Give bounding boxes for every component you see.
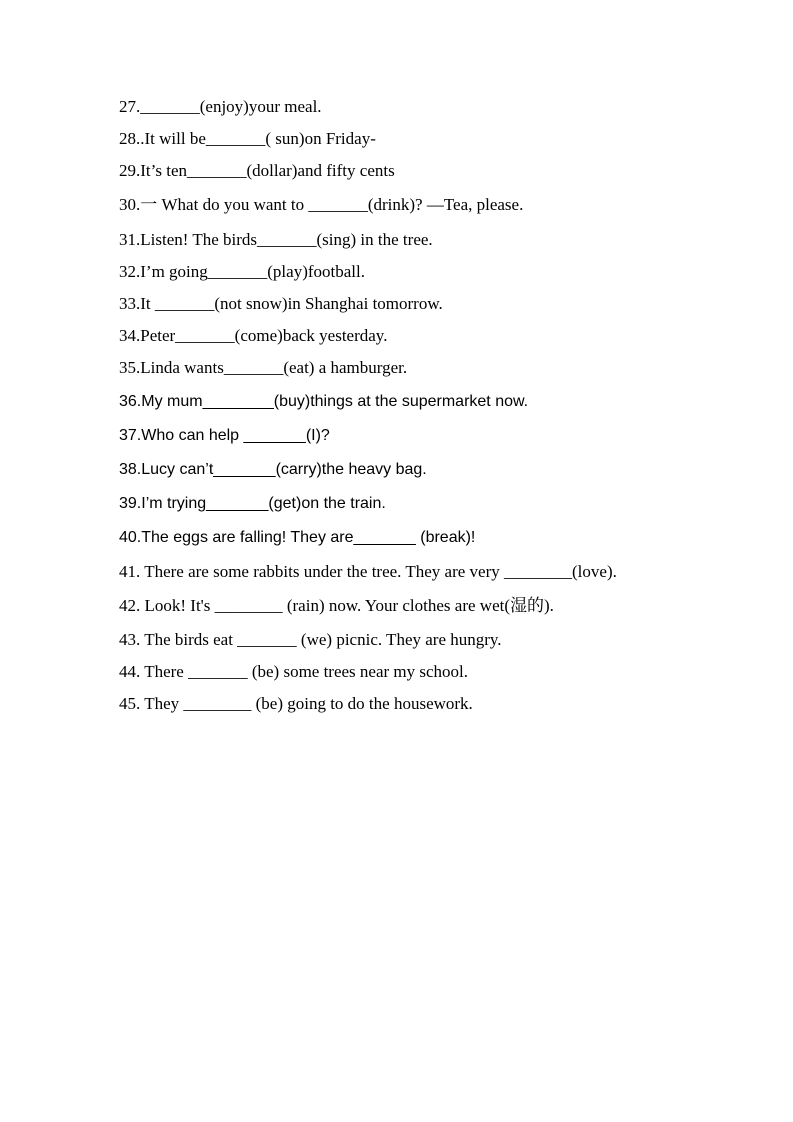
exercise-38: 38.Lucy can’t_______(carry)the heavy bag. xyxy=(119,461,427,478)
exercise-36: 36.My mum________(buy)things at the supermarket now. xyxy=(119,393,529,410)
exercise-45: 45. They ________ (be) going to do the housework. xyxy=(119,694,473,713)
exercise-29: 29.It’s ten_______(dollar)and fifty cents xyxy=(119,161,395,180)
exercise-27: 27._______(enjoy)your meal. xyxy=(119,97,322,116)
exercise-30: 30.一 What do you want to _______(drink)? —Tea, please. xyxy=(119,195,524,214)
exercise-40: 40.The eggs are falling! They are_______ (break)! xyxy=(119,529,476,546)
exercise-32: 32.I’m going_______(play)football. xyxy=(119,262,365,281)
exercise-42: 42. Look! It's ________ (rain) now. Your clothes are wet(湿的). xyxy=(119,596,554,615)
exercise-34: 34.Peter_______(come)back yesterday. xyxy=(119,326,388,345)
exercise-28: 28..It will be_______( sun)on Friday- xyxy=(119,129,376,148)
exercise-31: 31.Listen! The birds_______(sing) in the tree. xyxy=(119,230,433,249)
exercise-41: 41. There are some rabbits under the tree. They are very ________(love). xyxy=(119,562,617,581)
exercise-37: 37.Who can help _______(I)? xyxy=(119,427,330,444)
exercise-33: 33.It _______(not snow)in Shanghai tomorrow. xyxy=(119,294,443,313)
exercise-35: 35.Linda wants_______(eat) a hamburger. xyxy=(119,358,408,377)
exercise-43: 43. The birds eat _______ (we) picnic. They are hungry. xyxy=(119,630,502,649)
exercise-44: 44. There _______ (be) some trees near my school. xyxy=(119,662,469,681)
exercise-39: 39.I’m trying_______(get)on the train. xyxy=(119,495,386,512)
